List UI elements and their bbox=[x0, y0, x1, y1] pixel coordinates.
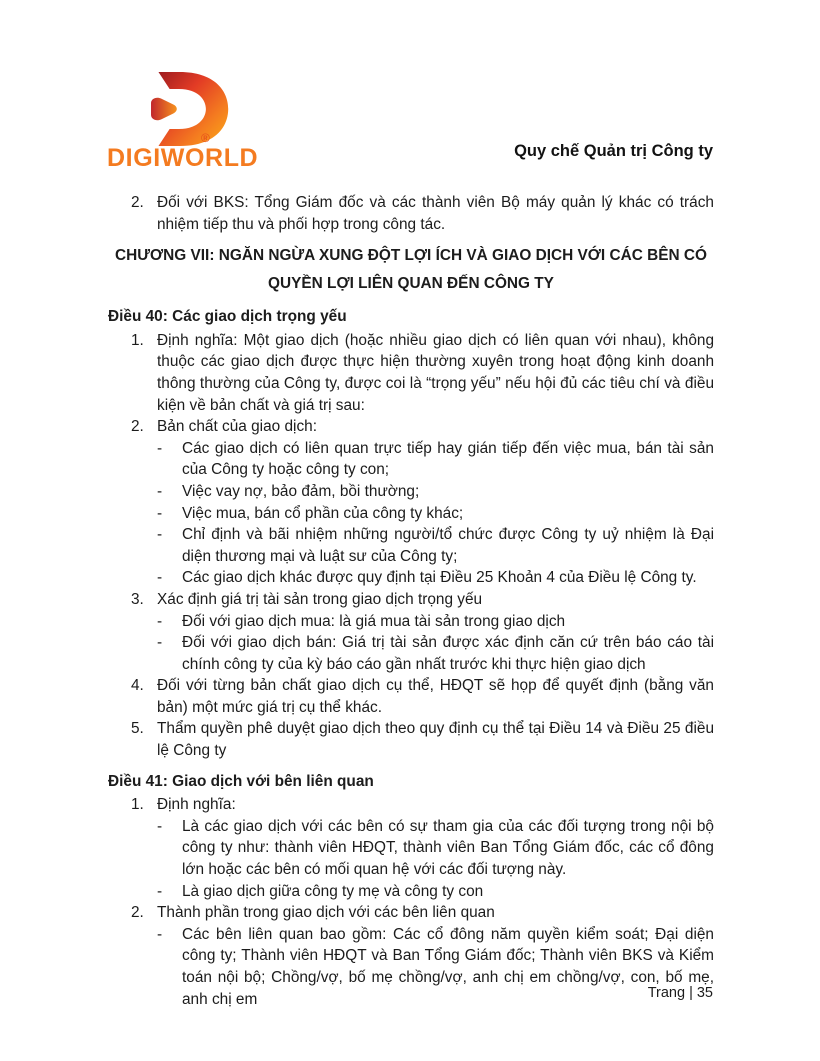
dash-item bbox=[108, 524, 714, 567]
digiworld-d-icon bbox=[138, 72, 231, 146]
dash-marker: - bbox=[157, 817, 163, 835]
dash-item bbox=[108, 503, 714, 525]
dash-item bbox=[108, 567, 714, 589]
item-text: Là giao dịch giữa công ty mẹ và công ty con bbox=[182, 882, 484, 900]
article-41-heading: Điều 41: Giao dịch với bên liên quan bbox=[108, 772, 374, 790]
dash-marker: - bbox=[157, 925, 163, 943]
dash-marker: - bbox=[157, 439, 163, 457]
item-number: 2. bbox=[131, 904, 144, 922]
dash-item bbox=[108, 611, 714, 633]
item-text: Định nghĩa: Một giao dịch (hoặc nhiều giao dịch có liên quan với nhau), không thuộc các giao dịch được thực hiện thường xuyên trong hoạt động kinh doanh thông thường của Công ty, được coi là “trọng yếu” nếu hội đủ các tiêu chí và điều kiện về bản chất và giá trị sau: bbox=[157, 331, 714, 414]
dash-item bbox=[108, 816, 714, 881]
dash-marker: - bbox=[157, 612, 163, 630]
item-number: 2. bbox=[131, 418, 144, 436]
item-text: Các giao dịch khác được quy định tại Điều 25 Khoản 4 của Điều lệ Công ty. bbox=[182, 569, 697, 587]
item-number: 1. bbox=[131, 331, 144, 349]
numbered-item bbox=[108, 192, 714, 235]
brand-wordmark: DIGIWORLD bbox=[107, 144, 259, 172]
numbered-item bbox=[108, 330, 714, 416]
item-number: 5. bbox=[131, 720, 144, 738]
dash-marker: - bbox=[157, 882, 163, 900]
item-text: Bản chất của giao dịch: bbox=[157, 418, 318, 436]
item-number: 1. bbox=[131, 796, 144, 814]
document-body bbox=[108, 192, 714, 1010]
chapter-heading: CHƯƠNG VII: NGĂN NGỪA XUNG ĐỘT LỢI ÍCH VÀ GIAO DỊCH VỚI CÁC BÊN CÓ QUYỀN LỢI LIÊN QUAN ĐẾN CÔNG TY bbox=[115, 247, 707, 292]
dash-marker: - bbox=[157, 634, 163, 652]
article-40-heading: Điều 40: Các giao dịch trọng yếu bbox=[108, 308, 347, 326]
digiworld-logo bbox=[107, 72, 259, 172]
dash-marker: - bbox=[157, 504, 163, 522]
item-text: Chỉ định và bãi nhiệm những người/tổ chức được Công ty uỷ nhiệm là Đại diện thương mại và luật sư của Công ty; bbox=[182, 526, 714, 565]
item-text: Thẩm quyền phê duyệt giao dịch theo quy định cụ thể tại Điều 14 và Điều 25 điều lệ Công ty bbox=[157, 720, 714, 760]
item-number: 2. bbox=[131, 194, 144, 211]
item-text: Việc vay nợ, bảo đảm, bồi thường; bbox=[182, 482, 420, 500]
item-text: Là các giao dịch với các bên có sự tham gia của các đối tượng trong nội bộ công ty như: thành viên HĐQT, thành viên Ban Tổng Giám đốc, các cổ đông lớn hoặc các bên có mối quan hệ với các đối tượng này. bbox=[182, 817, 714, 879]
dash-item bbox=[108, 481, 714, 503]
page-number: Trang | 35 bbox=[647, 985, 713, 1001]
item-text: Các bên liên quan bao gồm: Các cổ đông năm quyền kiểm soát; Đại diện công ty; Thành viên HĐQT và Ban Tổng Giám đốc; Thành viên BKS và Kiểm toán nội bộ; Chồng/vợ, bố mẹ chồng/vợ, anh chị em chồng/vợ, con, bố mẹ, anh chị em bbox=[182, 925, 714, 1008]
numbered-item bbox=[108, 794, 714, 816]
numbered-item bbox=[108, 416, 714, 438]
item-text: Đối với giao dịch bán: Giá trị tài sản được xác định căn cứ trên báo cáo tài chính công ty của kỳ báo cáo gần nhất trước khi thực hiện giao dịch bbox=[182, 634, 714, 673]
item-text: Định nghĩa: bbox=[157, 796, 236, 814]
dash-marker: - bbox=[157, 569, 163, 587]
numbered-item bbox=[108, 675, 714, 718]
item-number: 4. bbox=[131, 677, 144, 695]
dash-marker: - bbox=[157, 526, 163, 544]
dash-item bbox=[108, 881, 714, 903]
item-text: Các giao dịch có liên quan trực tiếp hay gián tiếp đến việc mua, bán tài sản của Công ty hoặc công ty con; bbox=[182, 439, 714, 479]
item-number: 3. bbox=[131, 590, 144, 608]
item-text: Xác định giá trị tài sản trong giao dịch trọng yếu bbox=[157, 590, 483, 608]
item-text: Việc mua, bán cổ phần của công ty khác; bbox=[182, 504, 464, 522]
registered-trademark-mark: ® bbox=[201, 131, 210, 145]
item-text: Đối với từng bản chất giao dịch cụ thể, HĐQT sẽ họp để quyết định (bằng văn bản) một mức giá trị cụ thể khác. bbox=[157, 677, 714, 716]
numbered-item bbox=[108, 718, 714, 761]
dash-item bbox=[108, 632, 714, 675]
dash-marker: - bbox=[157, 482, 163, 500]
item-text: Đối với BKS: Tổng Giám đốc và các thành viên Bộ máy quản lý khác có trách nhiệm tiếp thu và phối hợp trong công tác. bbox=[157, 194, 714, 233]
item-text: Đối với giao dịch mua: là giá mua tài sản trong giao dịch bbox=[182, 612, 566, 630]
dash-item bbox=[108, 924, 714, 1010]
document-title: Quy chế Quản trị Công ty bbox=[514, 142, 713, 160]
item-text: Thành phần trong giao dịch với các bên liên quan bbox=[157, 904, 495, 922]
numbered-item bbox=[108, 589, 714, 611]
dash-item bbox=[108, 438, 714, 481]
numbered-item bbox=[108, 902, 714, 924]
